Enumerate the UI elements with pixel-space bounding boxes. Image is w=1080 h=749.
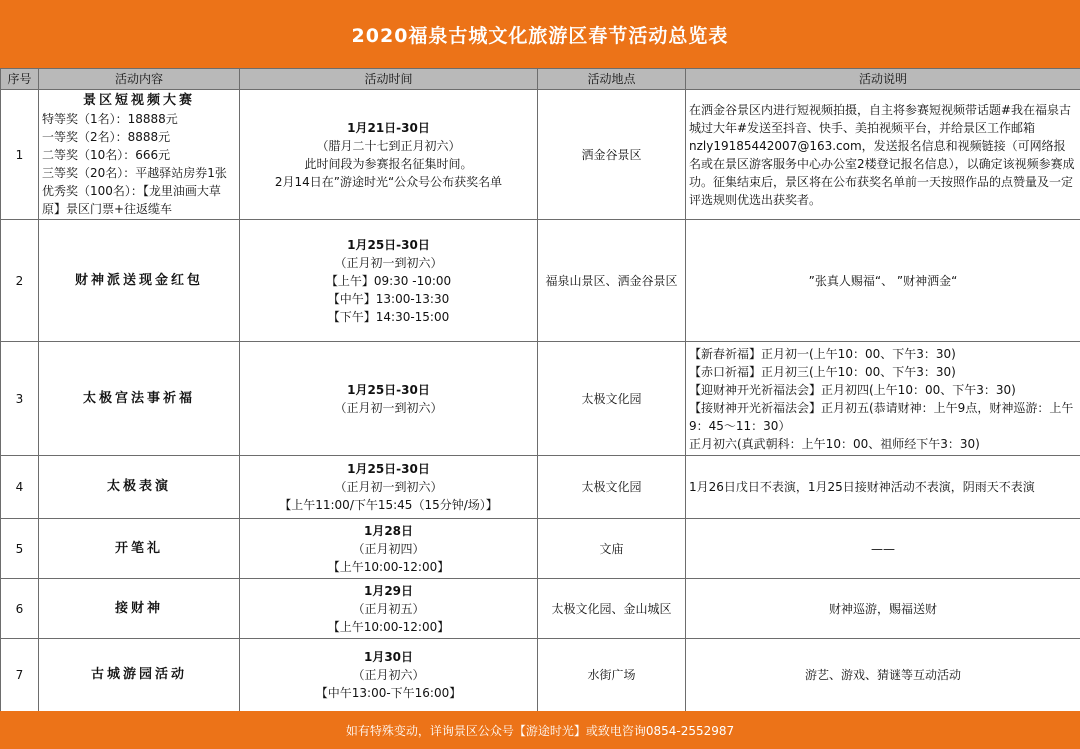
activity-content	[39, 90, 240, 220]
activity-title: 太极表演	[106, 479, 171, 494]
activity-content	[39, 342, 240, 456]
row-number: 3	[1, 342, 39, 456]
time-date: 1月30日	[363, 650, 414, 664]
time-date: 1月25日-30日	[347, 237, 430, 252]
time-line: 【中午13:00-下午16:00】	[315, 686, 462, 700]
time-line: 【上午11:00/下午15:45（15分钟/场）】	[279, 498, 498, 512]
activity-time	[240, 456, 538, 519]
description-text: 财神巡游，赐福送财	[828, 601, 937, 616]
table-header-row	[1, 69, 1080, 90]
time-line: （正月初一到初六）	[334, 480, 443, 494]
activity-description	[686, 519, 1080, 579]
activity-description	[686, 579, 1080, 639]
row-number: 1	[1, 90, 39, 220]
time-line: 【下午】14:30-15:00	[327, 309, 450, 324]
col-header-description: 活动说明	[686, 69, 1080, 90]
activity-location: 太极文化园	[538, 342, 686, 456]
time-date: 1月29日	[363, 583, 414, 598]
description-text: ——	[871, 541, 895, 556]
col-header-location: 活动地点	[538, 69, 686, 90]
table-row	[1, 342, 1080, 456]
activity-location: 文庙	[538, 519, 686, 579]
description-line: 【赤口祈福】正月初三(上午10：00、下午3：30)	[689, 364, 956, 379]
activity-location: 太极文化园	[538, 456, 686, 519]
time-line: 【上午10:00-12:00】	[327, 619, 450, 634]
description-text: 在洒金谷景区内进行短视频拍摄，自主将参赛短视频带话题#我在福泉古城过大年#发送至抖音、快手、美拍视频平台，并给景区工作邮箱nzly19185442007@163.com，发送报名信息和视频链接（可网络报名或在景区游客服务中心办公室2楼登记报名信息），以确定该视频参赛成功。征集结束后，景区将在公布获奖名单前一天按照作品的点赞量及一定评选规则优选出获奖者。	[689, 102, 1075, 207]
description-text: 游艺、游戏、猜谜等互动活动	[804, 668, 961, 682]
table-row	[1, 639, 1080, 712]
row-number: 6	[1, 579, 39, 639]
activity-location: 福泉山景区、洒金谷景区	[538, 220, 686, 342]
description-text: 1月26日戊日不表演，1月25日接财神活动不表演，阴雨天不表演	[689, 480, 1035, 494]
activity-time	[240, 342, 538, 456]
prize-line: 三等奖（20名）：平越驿站房券1张	[42, 165, 227, 180]
description-line: 【新春祈福】正月初一(上午10：00、下午3：30)	[689, 346, 956, 361]
table-row	[1, 90, 1080, 220]
activity-time	[240, 639, 538, 712]
time-date: 1月25日-30日	[347, 462, 430, 476]
time-date: 1月21日-30日	[347, 120, 430, 135]
activity-content	[39, 220, 240, 342]
time-line: 【上午】09:30 -10:00	[325, 273, 452, 288]
table-row	[1, 519, 1080, 579]
activity-description	[686, 456, 1080, 519]
activity-content	[39, 639, 240, 712]
time-line: 此时间段为参赛报名征集时间。	[304, 156, 473, 171]
time-line: （正月初一到初六）	[334, 255, 443, 270]
time-line: （正月初一到初六）	[334, 400, 443, 415]
prize-line: 优秀奖（100名）：【龙里油画大草原】景区门票+往返缆车	[42, 183, 221, 216]
time-line: （正月初五）	[352, 601, 425, 616]
page-title: 2020福泉古城文化旅游区春节活动总览表	[0, 0, 1080, 68]
activity-title: 财神派送现金红包	[74, 272, 203, 288]
table-row	[1, 220, 1080, 342]
schedule-table	[0, 68, 1080, 712]
activity-description	[686, 342, 1080, 456]
time-line: 2月14日在”游途时光“公众号公布获奖名单	[274, 174, 503, 189]
activity-time	[240, 579, 538, 639]
activity-location: 太极文化园、金山城区	[538, 579, 686, 639]
time-line: （正月初四）	[352, 541, 425, 556]
time-line: 【中午】13:00-13:30	[327, 291, 450, 306]
time-line: （正月初六）	[352, 668, 425, 682]
col-header-time: 活动时间	[240, 69, 538, 90]
activity-time	[240, 90, 538, 220]
time-line: 【上午10:00-12:00】	[327, 559, 450, 574]
prize-line: 一等奖（2名）：8888元	[42, 129, 171, 144]
description-text: ”张真人赐福“、 ”财神洒金“	[808, 273, 958, 288]
activity-content	[39, 579, 240, 639]
description-line: 【接财神开光祈福法会】正月初五(恭请财神：上午9点，财神巡游：上午9：45～11：30）	[689, 400, 1074, 433]
time-date: 1月28日	[363, 523, 414, 538]
activity-title: 景区短视频大赛	[82, 92, 195, 108]
activity-title: 开笔礼	[114, 540, 163, 556]
footer-note: 如有特殊变动，详询景区公众号【游途时光】或致电咨询0854-2552987	[0, 711, 1080, 749]
row-number: 4	[1, 456, 39, 519]
col-header-no: 序号	[1, 69, 39, 90]
activity-time	[240, 220, 538, 342]
table-row	[1, 456, 1080, 519]
activity-location: 洒金谷景区	[538, 90, 686, 220]
prize-line: 特等奖（1名）：18888元	[42, 111, 178, 126]
col-header-content: 活动内容	[39, 69, 240, 90]
table-row	[1, 579, 1080, 639]
activity-title: 接财神	[114, 600, 163, 616]
row-number: 2	[1, 220, 39, 342]
row-number: 7	[1, 639, 39, 712]
prize-line: 二等奖（10名）：666元	[42, 147, 171, 162]
activity-time	[240, 519, 538, 579]
activity-description	[686, 639, 1080, 712]
activity-description	[686, 90, 1080, 220]
activity-description	[686, 220, 1080, 342]
activity-location: 水街广场	[538, 639, 686, 712]
description-line: 正月初六(真武朝科：上午10：00、祖师经下午3：30)	[689, 436, 980, 451]
activity-content	[39, 519, 240, 579]
row-number: 5	[1, 519, 39, 579]
description-line: 【迎财神开光祈福法会】正月初四(上午10：00、下午3：30)	[689, 382, 1016, 397]
time-line: （腊月二十七到正月初六）	[316, 138, 461, 153]
activity-title: 太极宫法事祈福	[82, 390, 195, 406]
time-date: 1月25日-30日	[347, 382, 430, 397]
activity-title: 古城游园活动	[90, 667, 187, 682]
activity-content	[39, 456, 240, 519]
